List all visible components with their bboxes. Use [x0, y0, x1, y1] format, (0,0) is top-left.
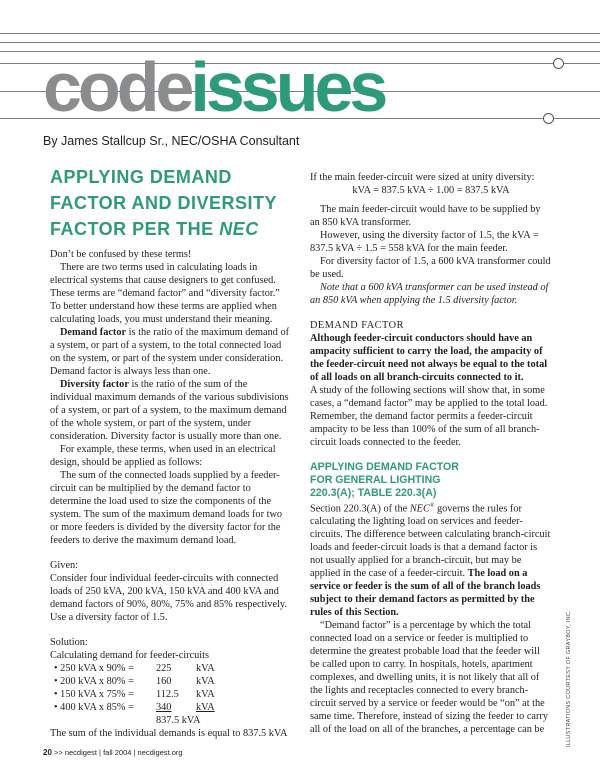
masthead-issues: issues — [190, 48, 385, 126]
term-diversity-factor: Diversity factor — [60, 379, 129, 390]
calc-expr: • 150 kVA x 75% = — [54, 689, 134, 700]
paragraph — [50, 326, 290, 378]
paragraph-text: Section 220.3(A) of the — [310, 503, 410, 515]
paragraph: The sum of the connected loads supplied by a feeder-circuit can be multiplied by the demand factor to determine the load used to size the components of the system. The sum of the maximum demand loads for two or more feeders is divided by the diversity factor for the feeders to derive the maximum demand load. — [50, 470, 283, 546]
paragraph: There are two terms used in calculating loads in electrical systems that cause designers to get confused. These terms are “demand factor” and “diversity factor.” To better understand how these terms are applied when calculating loads, you must understand their meaning. — [50, 262, 280, 325]
calc-value: 340 — [156, 702, 172, 713]
footer-text: >> necdigest | fall 2004 | necdigest.org — [54, 748, 183, 757]
calc-total: 837.5 kVA — [156, 715, 201, 726]
calc-value: 160 — [156, 676, 172, 687]
left-column — [50, 248, 290, 740]
rule-circle-icon — [543, 113, 554, 124]
paragraph: For example, these terms, when used in an electrical design, should be applied as follows: — [50, 444, 276, 468]
rule-circle-icon — [553, 58, 564, 69]
paragraph: For diversity factor of 1.5, a 600 kVA transformer could be used. — [310, 256, 551, 280]
header-rule-1 — [0, 33, 600, 34]
paragraph: The main feeder-circuit would have to be supplied by an 850 kVA transformer. — [310, 204, 541, 228]
article-title — [50, 164, 300, 242]
title-line: FACTOR AND DIVERSITY — [50, 193, 278, 213]
calc-unit: kVA — [196, 663, 215, 674]
calc-expr: • 400 kVA x 85% = — [54, 702, 134, 713]
term-demand-factor: Demand factor — [60, 327, 127, 338]
paragraph: A study of the following sections will show that, in some cases, a “demand factor” may be applied to the total load. Remember, the demand factor permits a feeder-circuit ampacity to be less than 100% of the sum of all branch-circuit loads connected to the feeder. — [310, 385, 548, 448]
paragraph — [310, 500, 552, 619]
masthead-code: code — [43, 48, 191, 126]
illustration-credit: ILLUSTRATIONS COURTESY OF GRAYBOY, INC. — [566, 610, 572, 748]
masthead — [43, 48, 385, 126]
calc-row — [50, 688, 290, 701]
title-line — [50, 216, 300, 242]
note — [310, 281, 552, 307]
calc-total-row — [50, 714, 290, 727]
equation: kVA = 837.5 kVA ÷ 1.00 = 837.5 kVA — [352, 185, 510, 196]
title-nec: NEC — [219, 219, 259, 239]
calc-unit: kVA — [196, 676, 215, 687]
paragraph — [50, 378, 290, 443]
paragraph: If the main feeder-circuit were sized at unity diversity: — [310, 172, 535, 183]
calc-unit: kVA — [196, 702, 215, 713]
calc-value: 112.5 — [156, 689, 179, 700]
paragraph-text: is the ratio of the maximum demand of a system, or part of a system, to the total connected load on the system, or part of the system under consideration. Demand factor is always less than one. — [50, 327, 290, 377]
solution-label: Solution: — [50, 637, 88, 648]
closing-line: The sum of the individual demands is equal to 837.5 kVA — [50, 728, 288, 739]
registered-mark: ® — [429, 503, 435, 509]
note-text: Note that a 600 kVA transformer can be used instead of an 850 kVA when applying the 1.5 diversity factor. — [310, 282, 549, 306]
calc-row — [50, 675, 290, 688]
paragraph-text: governs the rules for calculating the lighting load on services and feeder-circuits. The difference between calculating branch-circuit loads and feeder-circuit loads is that a demand factor is not usually applied for a branch-circuit, but may be applied in the case of a feeder-circuit. — [310, 503, 551, 580]
paragraph-text: is the ratio of the sum of the individual maximum demands of the various subdivisions of a system, or part of a system, to the maximum demand of the whole system, or part of the system, under consideration. Diversity factor is usually more than one. — [50, 379, 289, 442]
given-text: Consider four individual feeder-circuits with connected loads of 250 kVA, 200 kVA, 150 kVA and 400 kVA and demand factors of 90%, 80%, 75% and 85% respectively. Use a diversity factor of 1.5. — [50, 573, 287, 623]
section-heading: DEMAND FACTOR — [310, 320, 404, 331]
calc-value: 225 — [156, 663, 172, 674]
calc-row — [50, 662, 290, 675]
subheading: 220.3(A); TABLE 220.3(A) — [310, 487, 437, 499]
calc-unit: kVA — [196, 689, 215, 700]
calc-row — [50, 701, 290, 714]
title-line: APPLYING DEMAND — [50, 167, 232, 187]
paragraph-bold — [310, 332, 552, 384]
paragraph: However, using the diversity factor of 1.5, the kVA = 837.5 kVA ÷ 1.5 = 558 kVA for the main feeder. — [310, 230, 539, 254]
page-number: 20 — [43, 748, 52, 757]
paragraph: “Demand factor” is a percentage by which the total connected load on a service or feeder is multiplied to determine the greatest probable load that the feeder will be called upon to carry. In hospitals, hotels, apartment complexes, and dwelling units, it is not likely that all of the lights and receptacles connected to every branch-circuit served by a service or feeder would be “on” at the same time. Therefore, instead of sizing the feeder to carry all of the load on all of the branches, a percentage can be — [310, 620, 548, 736]
footer — [43, 748, 183, 757]
subheading: FOR GENERAL LIGHTING — [310, 474, 441, 486]
bold-text: Although feeder-circuit conductors should have an ampacity sufficient to carry the load, the ampacity of the feeder-circuit need not always be equal to the total of all loads on all branch-circuits connected to it. — [310, 333, 548, 383]
calc-label: Calculating demand for feeder-circuits — [50, 650, 210, 661]
calc-expr: • 250 kVA x 90% = — [54, 663, 134, 674]
subheading: APPLYING DEMAND FACTOR — [310, 461, 459, 473]
byline: By James Stallcup Sr., NEC/OSHA Consultant — [43, 134, 300, 148]
header-rule-2 — [0, 42, 600, 43]
bold-text: The load on a service or feeder is the sum of all of the branch loads subject to their demand factors as permitted by the rules of this Section. — [310, 568, 541, 619]
calc-expr: • 200 kVA x 80% = — [54, 676, 134, 687]
nec-italic: NEC — [409, 503, 430, 515]
given-label: Given: — [50, 560, 79, 571]
right-column — [310, 171, 552, 736]
title-text: FACTOR PER THE — [50, 219, 220, 239]
paragraph: Don’t be confused by these terms! — [50, 249, 192, 260]
